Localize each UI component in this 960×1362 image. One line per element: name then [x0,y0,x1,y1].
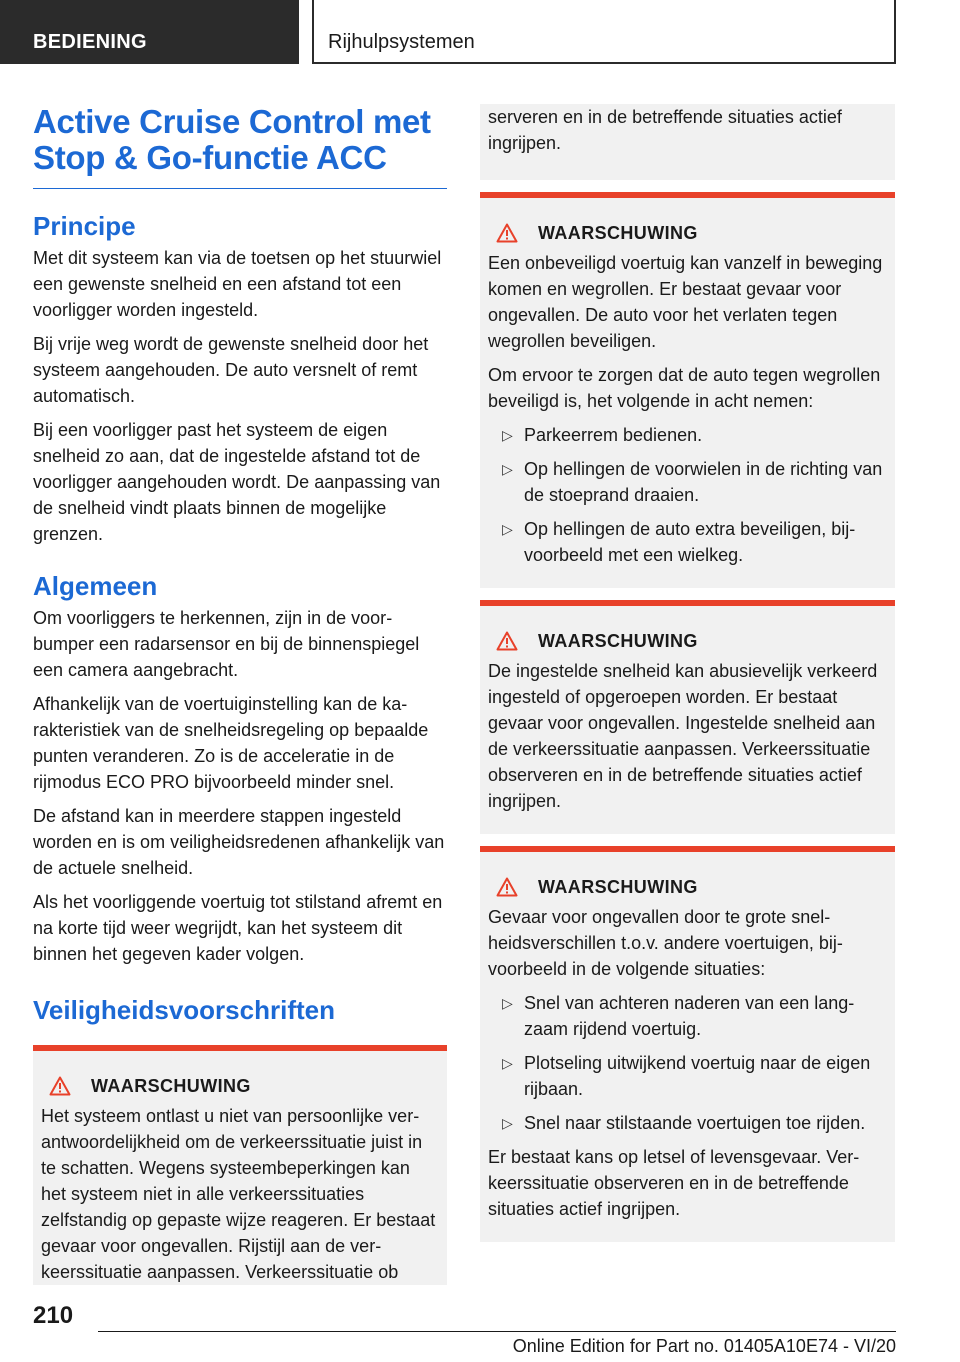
left-column [33,104,447,1285]
list-item [488,990,887,1042]
warning-label: WAARSCHUWING [91,1075,251,1096]
warning-text: serveren en in de betreffende situaties actief ingrijpen. [488,107,842,153]
triangle-bullet-icon: ▷ [502,1055,513,1071]
triangle-bullet-icon: ▷ [502,995,513,1011]
algemeen-paragraph: De afstand kan in meerdere stappen ingesteld worden en is om veiligheidsredenen afhankelijk van de actuele snelheid. [33,806,445,878]
list-item-text: Op hellingen de voorwielen in de richting van de stoeprand draaien. [524,459,883,505]
list-item [488,1110,887,1136]
principe-heading: Principe [33,211,136,241]
warning-list [488,990,887,1136]
warning-continuation [480,104,895,180]
section-tab [0,0,299,64]
list-item [488,422,887,448]
page-title: Active Cruise Control met Stop & Go-functie ACC [33,104,447,189]
list-item-text: Op hellingen de auto extra beveiligen, bijvoorbeeld met een wielkeg. [524,519,856,565]
warning-header [496,874,887,900]
chapter-label: Rijhulpsystemen [328,31,475,53]
warning-text: Er bestaat kans op letsel of levensgevaar. Verkeerssituatie observeren en in de betreffende situaties actief ingrijpen. [488,1147,860,1219]
warning-text: Het systeem ontlast u niet van persoonlijke verantwoordelijkheid om de verkeerssituatie juist in te schatten. Wegens systeembeperkingen kan het systeem niet in alle verkeerssituaties zelfstandig op gepaste wijze reageren. Er bestaat gevaar voor ongevallen. Rijstijl aan de verkeerssituatie aanpassen. Verkeerssituatie ob [41,1106,436,1282]
list-item-text: Plotseling uitwijkend voertuig naar de eigen rijbaan. [524,1053,871,1099]
warning-text: Een onbeveiligd voertuig kan vanzelf in beweging komen en wegrollen. Er bestaat gevaar voor ongevallen. De auto voor het verlaten tegen wegrollen beveiligen. [488,253,883,351]
triangle-bullet-icon: ▷ [502,461,513,477]
warning-text: De ingestelde snelheid kan abusievelijk verkeerd ingesteld of opgeroepen worden. Er bestaat gevaar voor ongevallen. Ingestelde snelheid aan de verkeerssituatie aanpassen. Verkeerssituatie observeren en in de betreffende situaties actief ingrijpen. [488,661,878,811]
list-item-text: Parkeerrem bedienen. [524,425,703,445]
triangle-bullet-icon: ▷ [502,521,513,537]
list-item-text: Snel van achteren naderen van een langzaam rijdend voertuig. [524,993,855,1039]
list-item-text: Snel naar stilstaande voertuigen toe rijden. [524,1113,866,1133]
algemeen-paragraph: Als het voorliggende voertuig tot stilstand afremt en na korte tijd weer wegrijdt, kan het systeem dit binnen het gegeven kader volgen. [33,892,443,964]
algemeen-paragraph: Afhankelijk van de voertuiginstelling kan de karakteristiek van de snelheidsregeling op bepaalde punten veranderen. Zo is de acceleratie in de rijmodus ECO PRO bijvoorbeeld minder snel. [33,694,429,792]
warning-box [480,600,895,834]
warning-label: WAARSCHUWING [538,630,698,651]
principe-paragraph: Met dit systeem kan via de toetsen op het stuurwiel een gewenste snelheid en een afstand tot een voorligger worden ingesteld. [33,248,442,320]
warning-box [480,846,895,1242]
page-number: 210 [33,1302,74,1329]
list-item [488,456,887,508]
list-item [488,516,887,568]
chapter-tab [312,0,896,64]
principe-paragraph: Bij vrije weg wordt de gewenste snelheid door het systeem aangehouden. De auto versnelt of remt automatisch. [33,334,429,406]
right-column [480,104,895,1242]
algemeen-paragraph: Om voorliggers te herkennen, zijn in de voorbumper een radarsensor en bij de binnenspiegel een camera aangebracht. [33,608,420,680]
footer-divider [98,1331,896,1332]
warning-text: Gevaar voor ongevallen door te grote snelheidsverschillen t.o.v. andere voertuigen, bijvoorbeeld in de volgende situaties: [488,907,843,979]
warning-box [33,1045,447,1285]
edition-text: Online Edition for Part no. 01405A10E74 - VI/20 [512,1336,896,1356]
list-item [488,1050,887,1102]
principe-paragraph: Bij een voorligger past het systeem de eigen snelheid zo aan, dat de ingestelde afstand tot de voorligger aangehouden wordt. De aanpassing van de snelheid vindt plaats binnen de mogelijke grenzen. [33,420,441,544]
triangle-bullet-icon: ▷ [502,1115,513,1131]
warning-box [480,192,895,588]
warning-label: WAARSCHUWING [538,222,698,243]
warning-header [496,628,887,654]
warning-triangle-icon [49,1076,71,1096]
warning-label: WAARSCHUWING [538,876,698,897]
warning-list [488,422,887,568]
veiligheid-heading: Veiligheidsvoorschriften [33,995,335,1025]
triangle-bullet-icon: ▷ [502,427,513,443]
algemeen-heading: Algemeen [33,571,158,601]
warning-header [49,1073,439,1099]
warning-triangle-icon [496,877,518,897]
warning-triangle-icon [496,223,518,243]
warning-text: Om ervoor te zorgen dat de auto tegen wegrollen beveiligd is, het volgende in acht nemen: [488,365,881,411]
warning-triangle-icon [496,631,518,651]
warning-header [496,220,887,246]
section-label: BEDIENING [33,31,147,53]
